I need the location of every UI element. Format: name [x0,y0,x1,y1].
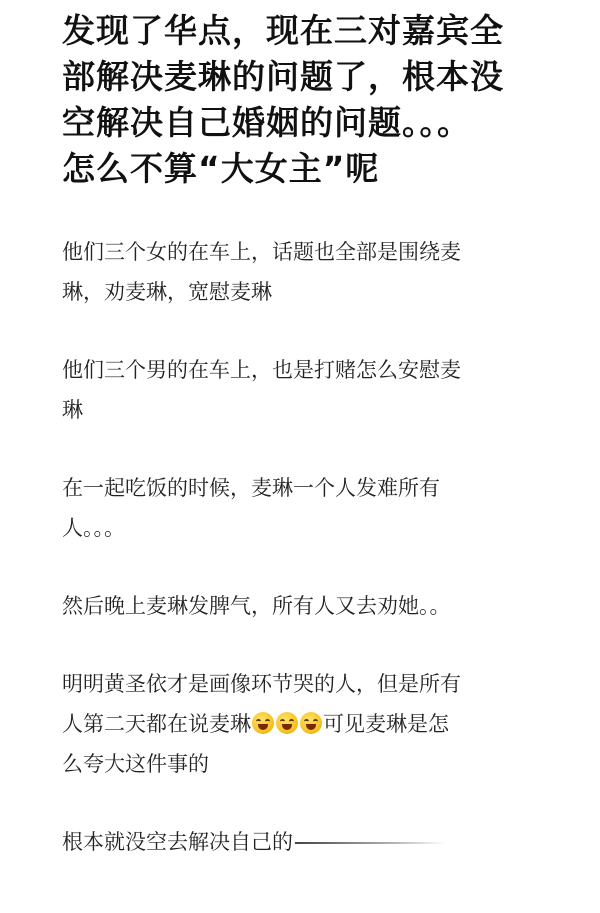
paragraph [62,468,578,548]
paragraph-line: 琳 [62,398,83,422]
paragraph [62,350,578,430]
paragraph-line: 他们三个女的在车上，话题也全部是围绕麦 [62,240,461,264]
post-body [62,232,578,862]
title-line: 怎么不算“大女主”呢 [62,149,380,188]
title-line: 部解决麦琳的问题了，根本没 [62,57,504,96]
post-title [62,8,578,192]
paragraph-line: 然后晚上麦琳发脾气，所有人又去劝她。。 [62,594,451,618]
paragraph-text: 人第二天都在说麦琳 [62,712,251,736]
rofl-laughing-emoji-icon [276,712,298,734]
paragraph-line: 么夸大这件事的 [62,752,209,776]
truncation-fade-line [295,842,445,844]
paragraph-line-with-emoji [62,704,578,744]
paragraph-truncated [62,822,578,862]
paragraph-text: 可见麦琳是怎 [323,712,449,736]
paragraph-line: 他们三个男的在车上，也是打赌怎么安慰麦 [62,358,461,382]
paragraph-text: 根本就没空去解决自己的 [62,830,293,854]
paragraph [62,586,578,626]
rofl-laughing-emoji-icon [252,712,274,734]
title-line: 空解决自己婚姻的问题。。。 [62,103,471,142]
title-line: 发现了华点，现在三对嘉宾全 [62,11,504,50]
paragraph [62,232,578,312]
paragraph-line: 人。。。 [62,516,125,540]
paragraph-line [62,822,578,862]
paragraph-line: 明明黄圣依才是画像环节哭的人，但是所有 [62,672,461,696]
paragraph [62,664,578,784]
rofl-laughing-emoji-icon [300,712,322,734]
paragraph-line: 琳，劝麦琳，宽慰麦琳 [62,280,272,304]
paragraph-line: 在一起吃饭的时候，麦琳一个人发难所有 [62,476,440,500]
